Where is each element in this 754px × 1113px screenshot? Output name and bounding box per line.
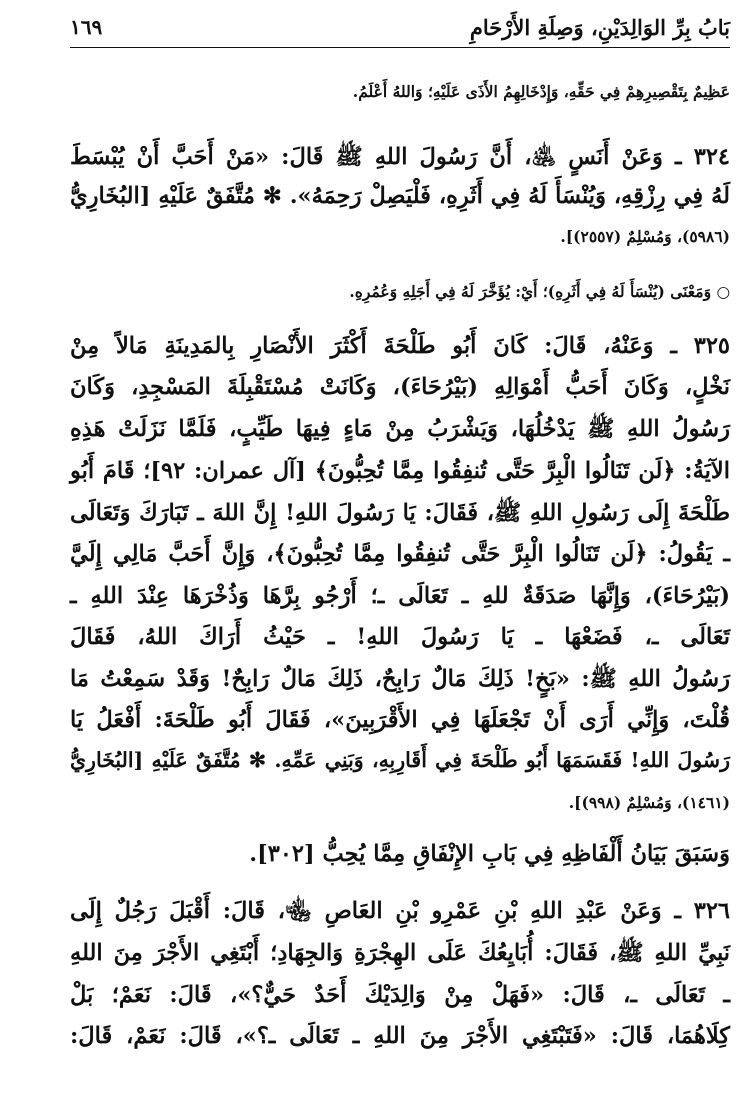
text-line-22: كِلَاهُمَا، قَالَ: «فَتَبْتَغِي الأَجْرَ مِنَ اللهِ ـ تَعَالَى ـ؟»، قَالَ: نَعَمْ، قَالَ: <box>70 1023 730 1049</box>
text-line-17: (١٤٦١)، وَمُسْلِمٌ (٩٩٨)]. <box>568 793 730 812</box>
text-line-11: ـ يَقُولُ: ﴿لَن تَنَالُوا الْبِرَّ حَتَّى تُنفِقُوا مِمَّا تُحِبُّونَ﴾، وَإِنَّ أَحَبَّ مَالِي إِلَيَّ <box>70 541 730 567</box>
text-line-2: ٣٢٤ ـ وَعَنْ أَنَسٍ ﵁، أَنَّ رَسُولَ اللهِ ﷺ قَالَ: «مَنْ أَحَبَّ أَنْ يُبْسَطَ <box>70 144 730 170</box>
text-line-10: طَلْحَةَ إِلَى رَسُولِ اللهِ ﷺ، فَقَالَ: يَا رَسُولَ اللهِ! إِنَّ اللهَ ـ تَبَارَكَ وَتَعَالَى <box>70 500 730 526</box>
text-line-12: (بَيْرُحَاءَ)، وَإِنَّهَا صَدَقَةٌ للهِ ـ تَعَالَى ـ؛ أَرْجُو بِرَّهَا وَذُخْرَهَا عِنْدَ اللهِ ـ <box>70 583 730 609</box>
text-line-15: قُلْتَ، وَإِنِّي أَرَى أَنْ تَجْعَلَهَا فِي الأَقْرَبِينَ»، فَقَالَ أَبُو طَلْحَةَ: أَفْعَلُ يَا <box>70 707 730 733</box>
text-line-21: ـ تَعَالَى ـ، قَالَ: «فَهَلْ مِنْ وَالِدَيْكَ أَحَدٌ حَيٌّ؟»، قَالَ: نَعَمْ؛ بَلْ <box>70 982 730 1008</box>
text-line-20: نَبِيِّ اللهِ ﷺ، فَقَالَ: أُبَايِعُكَ عَلَى الهِجْرَةِ وَالجِهَادِ؛ أَبْتَغِي الأَجْرَ مِنَ اللهِ <box>70 940 730 966</box>
text-line-14: رَسُولُ اللهِ ﷺ: «بَخٍ! ذَلِكَ مَالٌ رَابِحٌ، ذَلِكَ مَالٌ رَابِحٌ! وَقَدْ سَمِعْتُ مَا <box>70 666 730 692</box>
text-line-16: رَسُولَ اللهِ! فَقَسَمَهَا أَبُو طَلْحَةَ فِي أَقَارِبِهِ، وَبَنِي عَمِّهِ. ✻ مُتَّفَقٌ عَلَيْهِ [البُخَارِيُّ <box>70 748 730 772</box>
text-line-19: ٣٢٦ ـ وَعَنْ عَبْدِ اللهِ بْنِ عَمْرِو بْنِ العَاصِ ﵄، قَالَ: أَقْبَلَ رَجُلٌ إِلَى <box>70 898 730 924</box>
text-line-5: ○ وَمَعْنَى (يُنْسَأَ لَهُ فِي أَثَرِهِ)؛ أَيْ: يُؤَخَّرَ لَهُ فِي أَجَلِهِ وَعُمُرِهِ. <box>349 282 730 301</box>
text-line-18: وَسَبَقَ بَيَانُ أَلْفَاظِهِ فِي بَابِ الإِنْفَاقِ مِمَّا يُحِبُّ [٣٠٢]. <box>249 841 730 867</box>
text-line-13: تَعَالَى ـ، فَضَعْهَا ـ يَا رَسُولَ اللهِ! ـ حَيْثُ أَرَاكَ اللهُ، فَقَالَ <box>70 624 730 650</box>
text-line-8: رَسُولُ اللهِ ﷺ يَدْخُلُهَا، وَيَشْرَبُ مِنْ مَاءٍ فِيهَا طَيِّبٍ، فَلَمَّا نَزَلَتْ هَذِهِ <box>70 416 730 442</box>
text-line-1: عَظِيمٌ بِتَقْصِيرِهِمْ فِي حَقِّهِ، وَإِدْخَالِهِمُ الأَذَى عَلَيْهِ؛ وَاللهُ أَعْلَمُ. <box>352 82 730 101</box>
page-header <box>70 10 730 44</box>
chapter-title: بَابُ بِرِّ الوَالِدَيْنِ، وَصِلَةِ الأَرْحَامِ <box>469 14 730 40</box>
text-line-7: نَخْلٍ، وَكَانَ أَحَبُّ أَمْوَالِهِ (بَيْرُحَاءَ)، وَكَانَتْ مُسْتَقْبِلَةَ المَسْجِدِ، وَكَانَ <box>70 374 730 400</box>
text-line-3: لَهُ فِي رِزْقِهِ، وَيُنْسَأَ لَهُ فِي أَثَرِهِ، فَلْيَصِلْ رَحِمَهُ». ✻ مُتَّفَقٌ عَلَيْهِ [البُخَارِيُّ <box>70 183 730 209</box>
text-line-6: ٣٢٥ ـ وَعَنْهُ، قَالَ: كَانَ أَبُو طَلْحَةَ أَكْثَرَ الأَنْصَارِ بِالمَدِينَةِ مَالاً مِنْ <box>70 333 730 359</box>
text-line-9: الآيَةُ: ﴿لَن تَنَالُوا الْبِرَّ حَتَّى تُنفِقُوا مِمَّا تُحِبُّونَ﴾ [آل عمران: ٩٢]؛ قَامَ أَبُو <box>70 458 730 484</box>
page-number: ١٦٩ <box>70 15 103 39</box>
header-divider <box>70 47 730 48</box>
text-line-4: (٥٩٨٦)، وَمُسْلِمٌ (٢٥٥٧)]. <box>560 227 730 246</box>
